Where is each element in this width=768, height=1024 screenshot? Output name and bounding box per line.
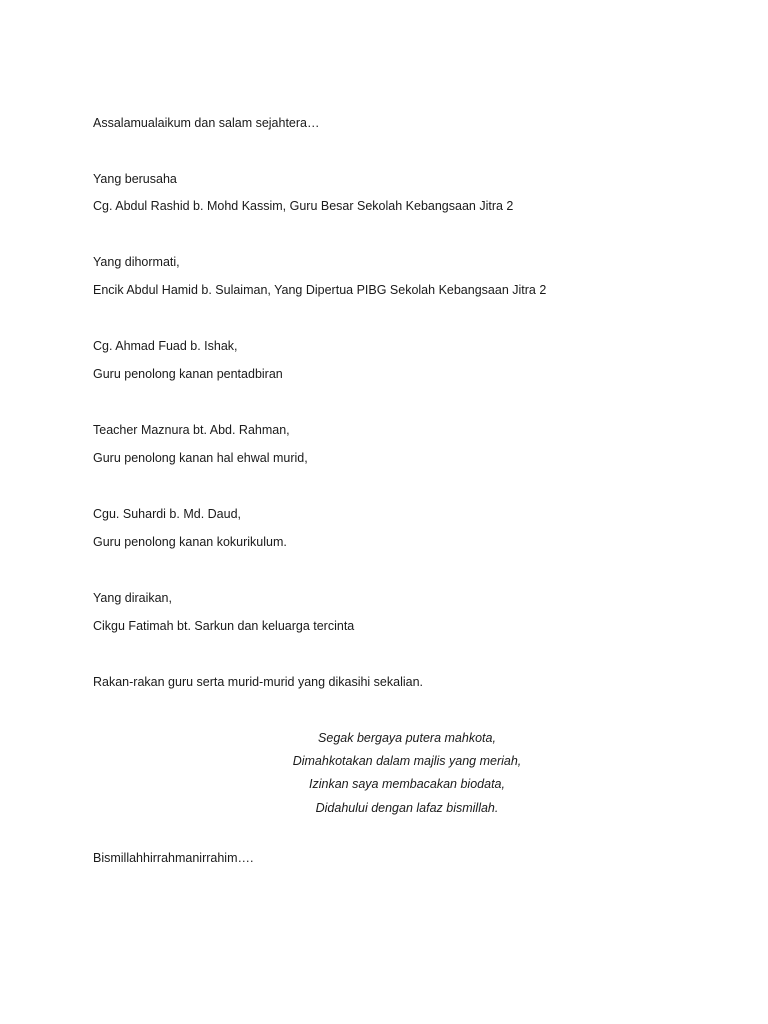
pantun-line: Izinkan saya membacakan biodata, <box>309 777 505 791</box>
diraikan-name: Cikgu Fatimah bt. Sarkun dan keluarga tercinta <box>93 619 355 633</box>
gpk-koko-name: Cgu. Suhardi b. Md. Daud, <box>93 507 241 521</box>
closing-line: Bismillahhirrahmanirrahim…. <box>93 851 254 865</box>
pantun-line: Segak bergaya putera mahkota, <box>318 731 496 745</box>
diraikan-label: Yang diraikan, <box>93 591 172 605</box>
gpk-hem-title: Guru penolong kanan hal ehwal murid, <box>93 451 308 465</box>
pantun-line: Dimahkotakan dalam majlis yang meriah, <box>292 754 522 768</box>
pantun-line: Didahului dengan lafaz bismillah. <box>315 801 499 815</box>
gpk-koko-title: Guru penolong kanan kokurikulum. <box>93 535 287 549</box>
berusaha-label: Yang berusaha <box>93 172 177 186</box>
dihormati-label: Yang dihormati, <box>93 255 180 269</box>
guru-besar-line: Cg. Abdul Rashid b. Mohd Kassim, Guru Besar Sekolah Kebangsaan Jitra 2 <box>93 199 514 213</box>
yang-dipertua-line: Encik Abdul Hamid b. Sulaiman, Yang Dipertua PIBG Sekolah Kebangsaan Jitra 2 <box>93 283 547 297</box>
gpk-pentadbiran-name: Cg. Ahmad Fuad b. Ishak, <box>93 339 238 353</box>
greeting-line: Assalamualaikum dan salam sejahtera… <box>93 116 320 130</box>
gpk-hem-name: Teacher Maznura bt. Abd. Rahman, <box>93 423 290 437</box>
rakan-line: Rakan-rakan guru serta murid-murid yang dikasihi sekalian. <box>93 675 424 689</box>
gpk-pentadbiran-title: Guru penolong kanan pentadbiran <box>93 367 283 381</box>
